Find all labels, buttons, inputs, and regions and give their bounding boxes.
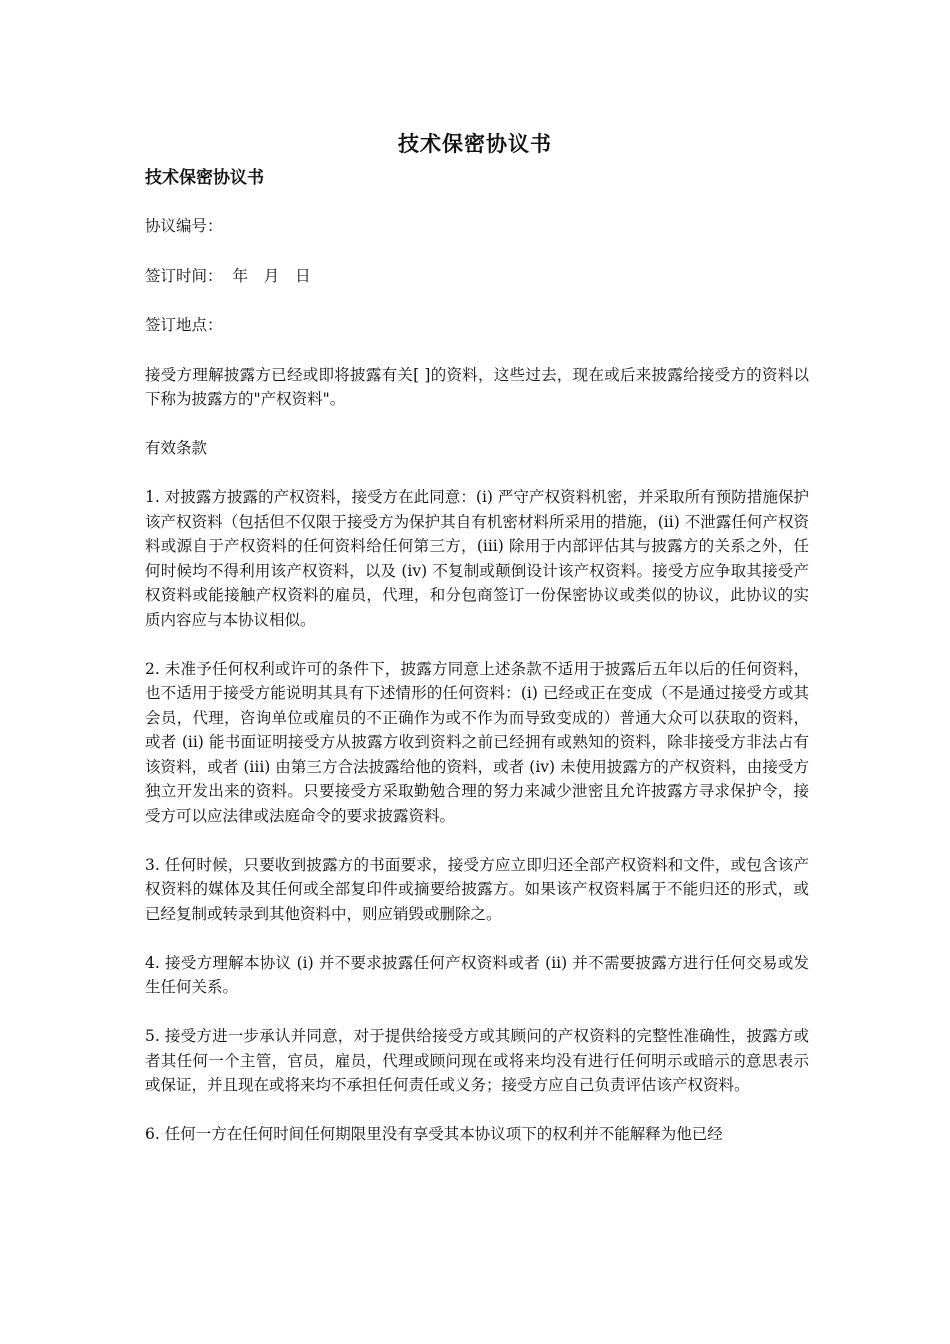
clause-3: 3. 任何时候，只要收到披露方的书面要求，接受方应立即归还全部产权资料和文件，或包含该产权资料的媒体及其任何或全部复印件或摘要给披露方。如果该产权资料属于不能归还的形式，或已经复制或转录到其他资料中，则应销毁或删除之。 (145, 855, 809, 923)
section-heading: 有效条款 (145, 439, 208, 457)
signing-date-field (145, 264, 809, 289)
agreement-number-label: 协议编号： (145, 217, 223, 235)
clause-1: 1. 对披露方披露的产权资料，接受方在此同意：(i) 严守产权资料机密，并采取所有预防措施保护该产权资料（包括但不仅限于接受方为保护其自有机密材料所采用的措施，(ii) 不泄露任何产权资料或源自于产权资料的任何资料给任何第三方，(iii) 除用于内部评估其与披露方的关系之外，任何时候均不得利用该产权资料，以及 (iv) 不复制或颠倒设计该产权资料。接受方应争取其接受产权资料或能接触产权资料的雇员，代理，和分包商签订一份保密协议或类似的协议，此协议的实质内容应与本协议相似。 (145, 488, 809, 629)
clause-6: 6. 任何一方在任何时间任何期限里没有享受其本协议项下的权利并不能解释为他已经 (145, 1125, 723, 1143)
document-title: 技术保密协议书 (398, 132, 552, 156)
signing-date-label: 签订时间： (145, 266, 223, 285)
document-subtitle: 技术保密协议书 (145, 168, 264, 188)
signing-place-label: 签订地点： (145, 316, 223, 334)
agreement-number-field (145, 214, 809, 239)
signing-place-field (145, 313, 809, 338)
document-body (145, 166, 809, 1171)
intro-paragraph: 接受方理解披露方已经或即将披露有关[ ]的资料，这些过去，现在或后来披露给接受方的资料以下称为披露方的"产权资料"。 (145, 365, 809, 408)
signing-date-value: 年 月 日 (232, 266, 316, 285)
clause-4: 4. 接受方理解本协议 (i) 并不要求披露任何产权资料或者 (ii) 并不需要披露方进行任何交易或发生任何关系。 (145, 953, 809, 996)
clause-2: 2. 未准予任何权利或许可的条件下，披露方同意上述条款不适用于披露后五年以后的任何资料，也不适用于接受方能说明其具有下述情形的任何资料：(i) 已经或正在变成（不是通过接受方或其会员，代理，咨询单位或雇员的不正确作为或不作为而导致变成的）普通大众可以获取的资料，或者 (ii) 能书面证明接受方从披露方收到资料之前已经拥有或熟知的资料，除非接受方非法占有该资料，或者 (iii) 由第三方合法披露给他的资料，或者 (iv) 未使用披露方的产权资料，由接受方独立开发出来的资料。只要接受方采取勤勉合理的努力来减少泄密且允许披露方寻求保护令，接受方可以应法律或法庭命令的要求披露资料。 (145, 659, 809, 825)
clause-5: 5. 接受方进一步承认并同意，对于提供给接受方或其顾问的产权资料的完整性准确性，披露方或者其任何一个主管，官员，雇员，代理或顾问现在或将来均没有进行任何明示或暗示的意思表示或保证，并且现在或将来均不承担任何责任或义务；接受方应自己负责评估该产权资料。 (145, 1027, 809, 1094)
